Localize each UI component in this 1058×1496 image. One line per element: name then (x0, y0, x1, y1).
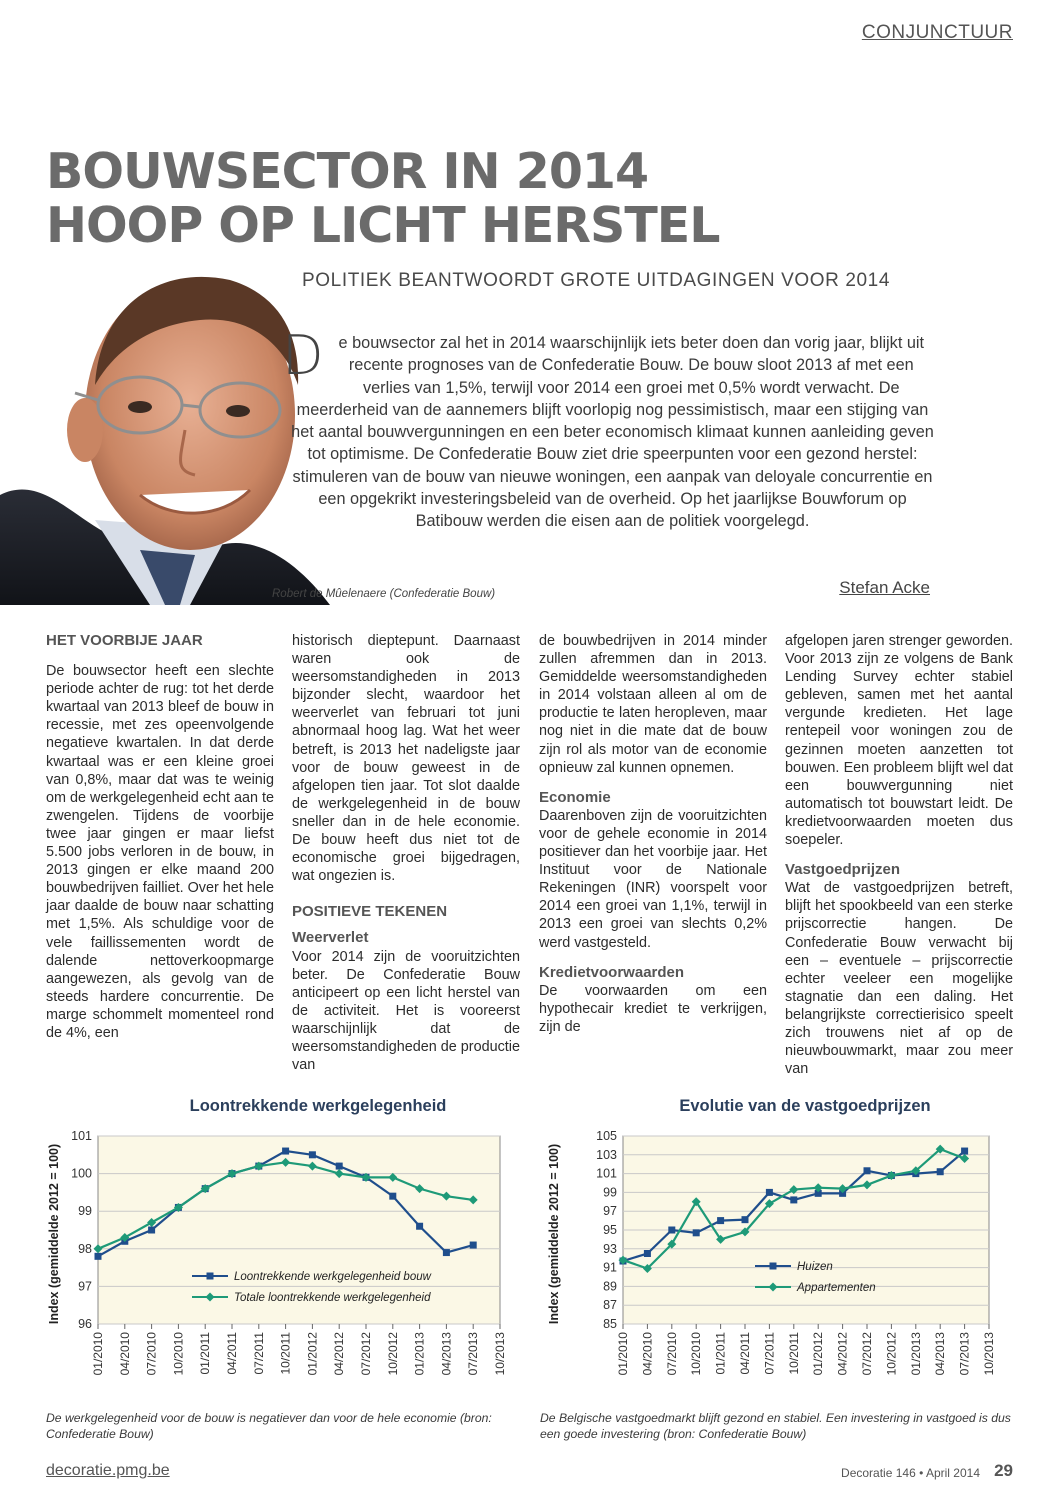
subheading-vastgoedprijzen: Vastgoedprijzen (785, 861, 901, 879)
y-tick-label: 93 (603, 1241, 617, 1256)
column-2-paragraph-2: Voor 2014 zijn de vooruitzichten beter. De Confederatie Bouw anticipeert op een licht herstel van de activiteit. Het is vooreerst waarschijnlijk dat de weersomstandigheden de productie van (292, 948, 521, 1074)
x-tick-label: 04/2012 (835, 1332, 850, 1376)
y-tick-label: 98 (78, 1241, 92, 1256)
x-tick-label: 04/2010 (640, 1332, 655, 1376)
data-point-square (282, 1148, 289, 1155)
chart-2-caption: De Belgische vastgoedmarkt blijft gezond en stabiel. Een investering in vastgoed is dus een goede investering (bron: Confederatie Bouw) (540, 1411, 1011, 1441)
data-point-square (148, 1227, 155, 1234)
subheading-economie: Economie (539, 788, 611, 806)
x-tick-label: 01/2012 (305, 1332, 320, 1376)
x-tick-label: 04/2012 (332, 1332, 347, 1376)
subheading-kredietvoorwaarden: Kredietvoorwaarden (539, 963, 685, 981)
legend-label: Totale loontrekkende werkgelegenheid (234, 1292, 431, 1304)
footer-issue: Decoratie 146 • April 2014 (841, 1466, 980, 1480)
data-point-square (937, 1168, 944, 1175)
data-point-square (961, 1148, 968, 1155)
x-tick-label: 01/2010 (616, 1332, 630, 1376)
x-tick-label: 01/2010 (91, 1332, 105, 1376)
x-tick-label: 07/2011 (762, 1332, 777, 1375)
x-tick-label: 04/2013 (439, 1332, 454, 1376)
column-2 (292, 632, 520, 1074)
x-tick-label: 10/2013 (982, 1332, 996, 1376)
data-point-square (309, 1151, 316, 1158)
y-axis-label: Index (gemiddelde 2012 = 100) (47, 1143, 61, 1325)
column-4-paragraph-1: afgelopen jaren strenger geworden. Voor 2013 zijn ze volgens de Bank Lending Survey echter stabiel gebleven, samen met het aantal vergunde kredieten. Het lage rentepeil voor woningen zou de gezinnen moeten aanzetten tot bouwen. Een probleem blijft wel dat een bouwvergunning niet automatisch tot bouwstart leidt. De kredietvoorwaarden moeten dus soepeler. (785, 633, 1013, 849)
data-point-square (668, 1227, 675, 1234)
legend-label: Appartementen (797, 1282, 876, 1294)
x-tick-label: 04/2011 (225, 1332, 239, 1375)
chart-1-caption: De werkgelegenheid voor de bouw is negatiever dan voor de hele economie (bron: Confederatie Bouw) (46, 1411, 492, 1441)
y-tick-label: 89 (603, 1279, 617, 1294)
x-tick-label: 07/2013 (466, 1332, 481, 1376)
data-point-square (864, 1167, 871, 1174)
x-tick-label: 10/2010 (171, 1332, 186, 1376)
intro-paragraph (282, 324, 935, 533)
x-tick-label: 07/2011 (251, 1332, 266, 1375)
chart-employment (40, 1124, 510, 1414)
article-headline (46, 145, 719, 253)
data-point-square (742, 1216, 749, 1223)
data-point-square (443, 1249, 450, 1256)
legend-marker-square (207, 1273, 214, 1280)
x-tick-label: 10/2011 (278, 1332, 293, 1375)
data-point-square (644, 1250, 651, 1257)
x-tick-label: 04/2010 (117, 1332, 132, 1376)
y-tick-label: 97 (603, 1204, 617, 1219)
intro-text: e bouwsector zal het in 2014 waarschijnlijk iets beter doen dan vorig jaar, blijkt uit recente prognoses van de Confederatie Bouw. De bouw sloot 2013 af met een verlies van 1,5%, terwijl voor 2014 een groei met 0,5% wordt verwacht. De meerderheid van de aannemers blijft voorlopig nog pessimistisch, maar een stijging van het aantal bouwvergunningen en een beter economisch klimaat kunnen aanleiding geven tot optimisme. De Confederatie Bouw ziet drie speerpunten voor een gezond herstel: stimuleren van de bouw van nieuwe woningen, een aanpak van deloyale concurrentie en een opgekrikt investeringsbeleid van de overheid. Op het jaarlijkse Bouwforum op Batibouw werden die eisen aan de politiek voorgelegd. (291, 334, 934, 531)
x-tick-label: 10/2012 (385, 1332, 400, 1376)
chart-1-title: Loontrekkende werkgelegenheid (189, 1097, 447, 1115)
section-label: CONJUNCTUUR (861, 22, 1013, 43)
x-tick-label: 01/2013 (412, 1332, 427, 1376)
column-3-paragraph-1: de bouwbedrijven in 2014 minder zullen afremmen dan in 2013. Gemiddelde weersomstandigheden in 2014 volstaan alleen al om de productie te laten heropleven, maar nog niet in die mate dat de bouw zijn rol als motor van de economie opnieuw zal kunnen opnemen. (539, 633, 767, 776)
y-tick-label: 103 (596, 1147, 617, 1162)
x-tick-label: 07/2013 (957, 1332, 972, 1376)
x-tick-label: 01/2012 (811, 1332, 826, 1376)
section-heading-positieve-tekenen: POSITIEVE TEKENEN (292, 903, 448, 921)
x-tick-label: 07/2010 (144, 1332, 159, 1376)
chart-2-title: Evolutie van de vastgoedprijzen (679, 1097, 931, 1115)
subheading-weerverlet: Weerverlet (292, 929, 369, 947)
y-tick-label: 105 (596, 1129, 617, 1143)
data-point-square (336, 1163, 343, 1170)
y-tick-label: 101 (596, 1166, 617, 1181)
data-point-square (470, 1242, 477, 1249)
data-point-square (693, 1229, 700, 1236)
y-tick-label: 99 (603, 1185, 617, 1200)
x-tick-label: 01/2011 (713, 1332, 728, 1375)
column-3 (539, 632, 767, 1036)
column-4 (785, 632, 1013, 1078)
column-1-paragraph: De bouwsector heeft een slechte periode achter de rug: tot het derde kwartaal van 2013 bleef de bouw in recessie, met zes opeenvolgende negatieve kwartalen. In dat derde kwartaal was er een kleine groei van 0,8%, maar dat was te weinig om de werkgelegenheid echt aan te zwengelen. Tijdens de voorbije twee jaar gingen er maar liefst 5.500 jobs verloren in de bouw, in 2013 gingen er elke maand 200 bouwbedrijven failliet. Over het hele jaar daalde de bouw naar schatting met 1,5%. Als schuldige voor de vele faillissementen wordt de dalende nettoverkoopmarge aangewezen, als gevolg van de steeds hardere concurrentie. De marge schommelt momenteel rond de 4%, een (46, 663, 275, 1041)
y-tick-label: 100 (71, 1166, 92, 1181)
legend-label: Huizen (797, 1261, 833, 1273)
y-tick-label: 99 (78, 1204, 92, 1219)
y-tick-label: 101 (71, 1129, 92, 1143)
x-tick-label: 04/2013 (933, 1332, 948, 1376)
data-point-square (766, 1189, 773, 1196)
column-3-paragraph-3: De voorwaarden om een hypothecair krediet te verkrijgen, zijn de (539, 982, 767, 1035)
y-tick-label: 85 (603, 1317, 617, 1331)
x-tick-label: 07/2012 (860, 1332, 874, 1376)
column-2-paragraph-1: historisch dieptepunt. Daarnaast waren ook de weersomstandigheden in 2013 bijzonder slecht, waardoor het weerverlet van februari tot juni abnormaal hoog lag. Wat het weer betreft, is 2013 het nadeligste jaar voor de bouw geweest in de afgelopen tien jaar. Tot slot daalde de werkgelegenheid in de bouw sneller dan in de hele economie. De bouw heeft dus niet tot de economische groei bijgedragen, wat ongezien is. (292, 633, 520, 885)
x-tick-label: 10/2010 (689, 1332, 704, 1376)
y-axis-label: Index (gemiddelde 2012 = 100) (547, 1143, 561, 1325)
x-tick-label: 10/2012 (884, 1332, 899, 1376)
data-point-square (389, 1193, 396, 1200)
column-1 (46, 632, 274, 1042)
column-3-paragraph-2: Daarenboven zijn de vooruitzichten voor de gehele economie in 2014 positiever dan het voorbije jaar. Het Instituut voor de Nationale Rekeningen (INR) voorspelt voor 2014 een groei van 1,1%, terwijl in 2013 een groei van slechts 0,2% werd vastgesteld. (539, 807, 767, 951)
portrait-photo (0, 265, 330, 605)
headline-line-1: BOUWSECTOR IN 2014 (46, 143, 649, 200)
legend-marker-square (770, 1263, 777, 1270)
drop-cap: D (282, 324, 324, 387)
chart-property-prices (540, 1124, 1010, 1414)
x-tick-label: 01/2013 (908, 1332, 923, 1376)
x-tick-label: 10/2013 (493, 1332, 507, 1376)
section-heading-voorbije-jaar: HET VOORBIJE JAAR (46, 632, 203, 649)
column-4-paragraph-2: Wat de vastgoedprijzen betreft, blijft het spookbeeld van een sterke prijscorrectie hangen. De Confederatie Bouw verwacht bij een – eventuele – prijscorrectie echter veeleer een mogelijke stagnatie dan een daling. Het belangrijkste correctierisico speelt zich trouwens niet af op de nieuwbouwmarkt, maar zou meer van (785, 880, 1013, 1078)
photo-caption: Robert de Mûelenaere (Confederatie Bouw) (272, 588, 496, 600)
y-tick-label: 96 (78, 1317, 92, 1331)
data-point-square (416, 1223, 423, 1230)
x-tick-label: 04/2011 (738, 1332, 752, 1375)
data-point-square (717, 1217, 724, 1224)
legend-label: Loontrekkende werkgelegenheid bouw (234, 1271, 431, 1283)
x-tick-label: 07/2012 (359, 1332, 373, 1376)
author-byline: Stefan Acke (839, 578, 930, 597)
data-point-square (790, 1196, 797, 1203)
page-number: 29 (994, 1461, 1013, 1480)
data-point-square (95, 1253, 102, 1260)
y-tick-label: 95 (603, 1223, 617, 1237)
footer-website-link[interactable]: decoratie.pmg.be (46, 1462, 170, 1479)
y-tick-label: 97 (78, 1279, 92, 1294)
x-tick-label: 07/2010 (664, 1332, 679, 1376)
headline-line-2: HOOP OP LICHT HERSTEL (46, 197, 720, 254)
article-subtitle: POLITIEK BEANTWOORDT GROTE UITDAGINGEN VOOR 2014 (302, 270, 890, 291)
x-tick-label: 10/2011 (786, 1332, 801, 1375)
x-tick-label: 01/2011 (198, 1332, 213, 1375)
y-tick-label: 91 (603, 1260, 617, 1275)
y-tick-label: 87 (603, 1298, 617, 1313)
